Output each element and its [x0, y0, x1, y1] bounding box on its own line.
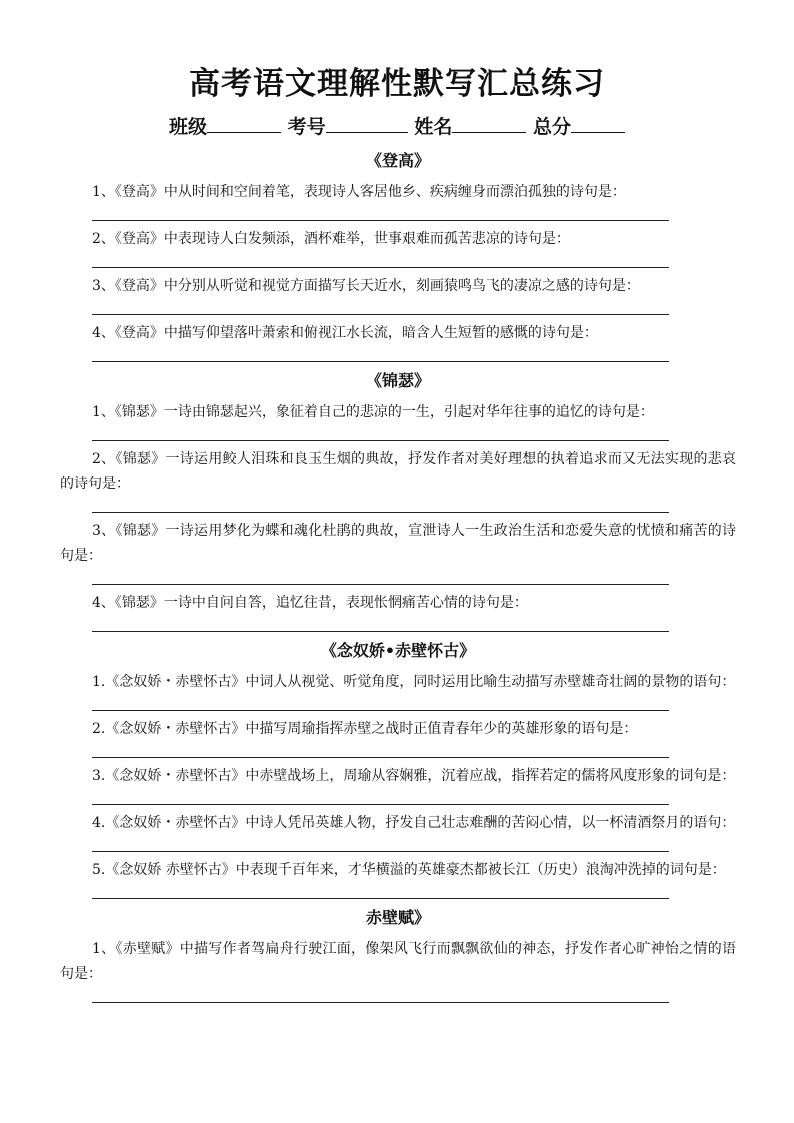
question-text: 5.《念奴娇 赤壁怀古》中表现千百年来，才华横溢的英雄豪杰都被长江（历史）浪淘冲洗掉的词句是：: [92, 862, 726, 878]
section-title: 《锦瑟》: [365, 371, 430, 390]
answer-line: [92, 572, 669, 585]
answer-line: [92, 839, 669, 852]
section-jinse: [60, 368, 736, 632]
answer-line: [92, 698, 669, 711]
student-info-row: [0, 112, 794, 140]
question-text: 3.《念奴娇・赤壁怀古》中赤壁战场上，周瑜从容娴雅，沉着应战，指挥若定的儒将风度形象的词句是：: [92, 768, 736, 784]
question-text: 1、《锦瑟》一诗由锦瑟起兴，象征着自己的悲凉的一生，引起对华年往事的追忆的诗句是：: [92, 404, 654, 420]
answer-line: [92, 745, 669, 758]
question-text: 4、《锦瑟》一诗中自问自答，追忆往昔，表现怅惘痛苦心情的诗句是：: [92, 595, 528, 611]
question-text: 4、《登高》中描写仰望落叶萧索和俯视江水长流，暗含人生短暂的感慨的诗句是：: [92, 325, 598, 341]
question-text: 2.《念奴娇・赤壁怀古》中描写周瑜指挥赤壁之战时正值青春年少的英雄形象的语句是：: [92, 721, 638, 737]
section-title: 《念奴娇•赤壁怀古》: [320, 641, 476, 660]
answer-line: [92, 208, 669, 221]
question-text: 1、《登高》中从时间和空间着笔，表现诗人客居他乡、疾病缠身而漂泊孤独的诗句是：: [92, 184, 626, 200]
section-niannujiao: [60, 638, 736, 899]
name-blank: [452, 112, 526, 133]
answer-line: [92, 990, 669, 1003]
exam-no-blank: [326, 112, 408, 133]
answer-line: [92, 255, 669, 268]
name-label: 姓名: [414, 116, 453, 138]
question-text: 3、《锦瑟》一诗运用梦化为蝶和魂化杜鹃的典故，宣泄诗人一生政治生活和恋爱失意的忧愤和痛苦的诗句是：: [60, 523, 736, 564]
answer-line: [92, 792, 669, 805]
section-denggao: [60, 148, 736, 362]
question-text: 2、《登高》中表现诗人白发频添，酒杯难举，世事艰难而孤苦悲凉的诗句是：: [92, 231, 570, 247]
answer-line: [92, 500, 669, 513]
section-chibifu: [60, 905, 736, 1003]
question-text: 1.《念奴娇・赤壁怀古》中词人从视觉、听觉角度，同时运用比喻生动描写赤壁雄奇壮阔的景物的语句：: [92, 674, 736, 690]
answer-line: [92, 619, 669, 632]
question-text: 4.《念奴娇・赤壁怀古》中诗人凭吊英雄人物，抒发自己壮志难酬的苦闷心情，以一杯清酒祭月的语句：: [92, 815, 736, 831]
answer-line: [92, 349, 669, 362]
question-text: 3、《登高》中分别从听觉和视觉方面描写长天近水，刻画猿鸣鸟飞的凄凉之感的诗句是：: [92, 278, 640, 294]
page-title: 高考语文理解性默写汇总练习: [189, 66, 605, 102]
score-label: 总分: [532, 116, 571, 138]
answer-line: [92, 302, 669, 315]
section-title: 《登高》: [365, 151, 430, 170]
class-label: 班级: [169, 116, 208, 138]
class-blank: [207, 112, 281, 133]
exam-no-label: 考号: [287, 116, 326, 138]
question-text: 2、《锦瑟》一诗运用鲛人泪珠和良玉生烟的典故，抒发作者对美好理想的执着追求而又无法实现的悲哀的诗句是：: [60, 451, 736, 492]
score-blank: [571, 112, 625, 133]
answer-line: [92, 428, 669, 441]
answer-line: [92, 886, 669, 899]
question-list: [60, 148, 736, 1009]
question-text: 1、《赤壁赋》中描写作者驾扁舟行驶江面，像架风飞行而飘飘欲仙的神态，抒发作者心旷神怡之情的语句是：: [60, 941, 736, 982]
section-title: 赤壁赋》: [365, 908, 430, 927]
